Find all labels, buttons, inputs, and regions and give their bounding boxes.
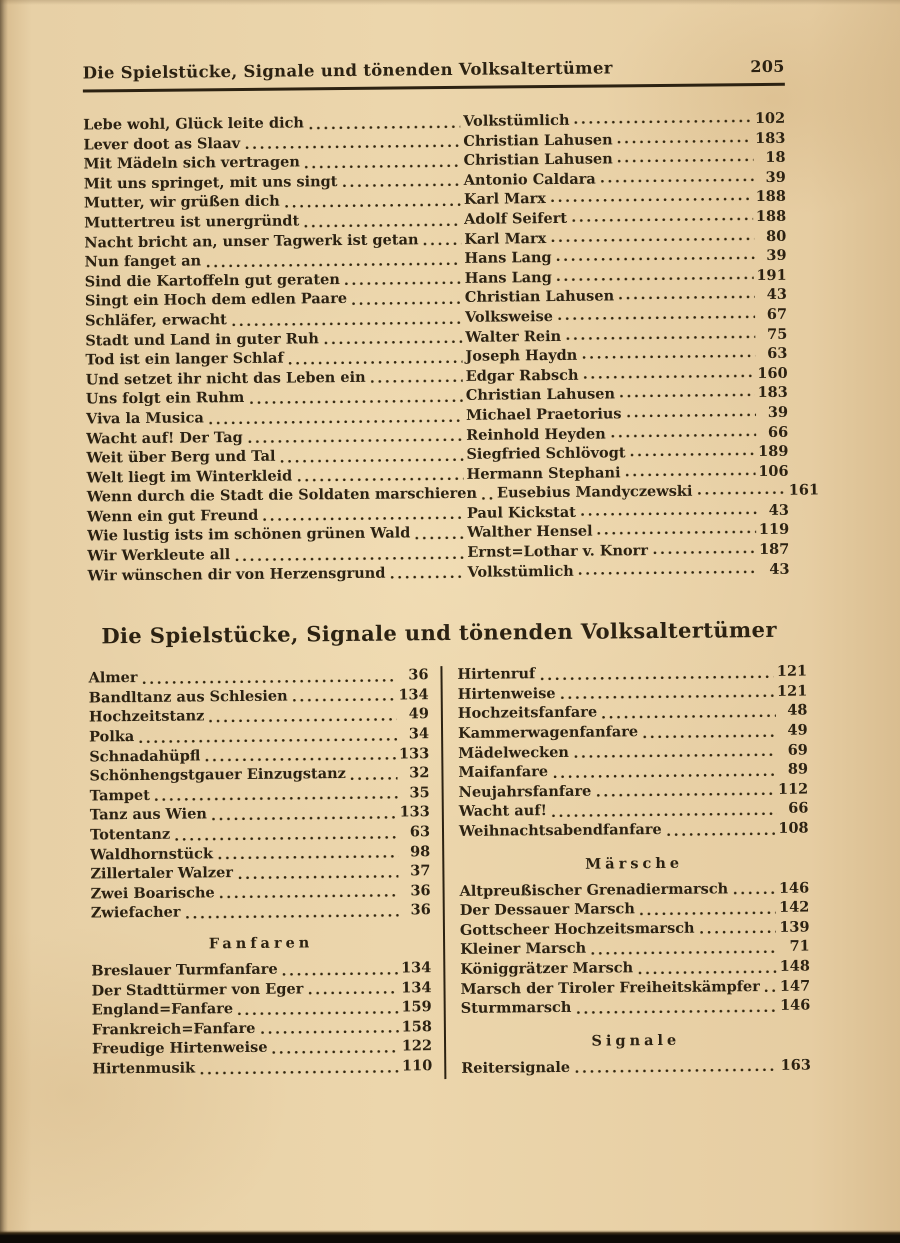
- maersche-list: [460, 879, 811, 1020]
- dot-leader: [551, 197, 753, 203]
- page-ref: 18: [765, 148, 786, 167]
- page-ref: 36: [410, 881, 431, 900]
- piece-title: Hirtenmusik: [92, 1059, 196, 1078]
- dot-leader: [618, 139, 753, 144]
- running-header-title: Die Spielstücke, Signale und tönenden Volksaltertümer: [82, 58, 613, 83]
- composer-cell: [467, 502, 789, 522]
- song-title: Muttertreu ist unergründt: [84, 212, 300, 232]
- song-index-list: [83, 109, 820, 587]
- composer-cell: [467, 560, 789, 580]
- page-ref: 122: [401, 1037, 433, 1055]
- fanfaren-list: [91, 959, 432, 1080]
- piece-title: Hirtenruf: [457, 665, 536, 684]
- dot-leader: [700, 930, 777, 935]
- song-title: Wenn ein gut Freund: [86, 506, 259, 526]
- page-ref: 134: [398, 686, 429, 704]
- piece-title: Gottscheer Hochzeitsmarsch: [459, 919, 695, 939]
- page-ref: 39: [767, 403, 789, 421]
- dot-leader: [611, 433, 757, 438]
- composer-name: Adolf Seifert: [464, 209, 568, 228]
- page-ref: 39: [765, 168, 786, 186]
- page-ref: 121: [776, 682, 808, 700]
- composer-name: Siegfried Schlövogt: [466, 444, 626, 463]
- composer-name: Karl Marx: [463, 190, 546, 209]
- piece-title: Zillertaler Walzer: [90, 864, 233, 883]
- page-ref: 48: [787, 702, 808, 720]
- composer-name: Volksweise: [464, 307, 554, 326]
- list-item: [461, 997, 811, 1020]
- piece-title: Schnadahüpfl: [89, 747, 201, 766]
- page-ref: 67: [766, 305, 788, 323]
- song-title: Lebe wohl, Glück leite dich: [83, 114, 305, 134]
- song-title: Tod ist ein langer Schlaf: [85, 349, 284, 369]
- song-title: Lever doot as Slaav: [83, 134, 241, 154]
- page-ref: 32: [409, 764, 430, 782]
- page-ref: 160: [757, 364, 788, 382]
- dot-leader: [209, 418, 463, 424]
- dot-leader: [640, 911, 776, 916]
- right-column-main-list: [457, 663, 808, 843]
- piece-title: Polka: [89, 728, 135, 746]
- page-ref: 69: [787, 741, 808, 759]
- composer-name: Edgar Rabsch: [465, 366, 579, 385]
- page-ref: 147: [779, 977, 811, 995]
- dot-leader: [415, 536, 464, 540]
- dot-leader: [584, 374, 755, 380]
- page-ref: 49: [408, 705, 429, 723]
- page-ref: 43: [769, 560, 790, 578]
- dot-leader: [273, 1049, 399, 1054]
- scan-bottom-edge-shadow: [0, 1230, 900, 1243]
- list-item: [461, 1056, 811, 1079]
- dot-leader: [289, 360, 463, 366]
- piece-title: Totentanz: [89, 825, 171, 844]
- page-ref: 110: [401, 1057, 433, 1075]
- dot-leader: [581, 511, 757, 517]
- piece-title: Tampet: [89, 786, 150, 805]
- composer-cell: [465, 267, 787, 287]
- song-title: Nacht bricht an, unser Tagwerk ist getan: [84, 230, 419, 252]
- song-title: Wacht auf! Der Tag: [86, 428, 243, 447]
- dot-leader: [643, 734, 776, 739]
- song-title: Welt liegt im Winterkleid: [86, 467, 293, 487]
- composer-name: Christian Lahusen: [465, 385, 616, 405]
- page-ref: 158: [401, 1017, 432, 1036]
- composer-cell: [466, 404, 788, 424]
- dot-leader: [293, 698, 396, 703]
- dot-leader: [576, 1009, 777, 1015]
- composer-cell: [497, 482, 819, 502]
- page-ref: 183: [755, 129, 786, 147]
- dot-leader: [619, 295, 755, 300]
- piece-title: Frankreich=Fanfare: [91, 1019, 256, 1039]
- dot-leader: [557, 256, 755, 262]
- dot-leader: [482, 496, 494, 500]
- page-ref: 187: [758, 540, 790, 559]
- dot-leader: [602, 714, 775, 720]
- page-ref: 43: [768, 501, 790, 519]
- composer-name: Walther Hensel: [467, 523, 593, 542]
- song-title: Singt ein Hoch dem edlen Paare: [84, 290, 348, 310]
- page-ref: 134: [401, 978, 432, 997]
- piece-title: Königgrätzer Marsch: [460, 959, 634, 978]
- piece-title: Hochzeitsfanfare: [457, 704, 598, 723]
- page-ref: 80: [766, 227, 787, 245]
- page-ref: 108: [778, 819, 809, 837]
- composer-name: Antonio Caldara: [463, 170, 596, 189]
- piece-title: Hirtenweise: [457, 684, 556, 703]
- page-ref: 191: [756, 266, 787, 284]
- composer-cell: [466, 443, 788, 463]
- composer-cell: [464, 247, 786, 267]
- piece-title: Maifanfare: [458, 763, 549, 782]
- scan-top-edge-shadow: [0, 0, 900, 5]
- page-ref: 112: [777, 780, 809, 798]
- dot-leader: [667, 831, 776, 836]
- dot-leader: [238, 1010, 398, 1016]
- dot-leader: [185, 913, 398, 919]
- dot-leader: [206, 262, 461, 268]
- dot-leader: [200, 1069, 399, 1075]
- piece-title: Altpreußischer Grenadiermarsch: [459, 879, 729, 900]
- composer-name: Karl Marx: [464, 229, 547, 248]
- dot-leader: [297, 477, 463, 483]
- piece-title: Neujahrsfanfare: [458, 782, 592, 801]
- piece-title: Kammerwagenfanfare: [457, 723, 639, 742]
- song-title: Uns folgt ein Ruhm: [85, 389, 245, 408]
- dot-leader: [218, 855, 398, 861]
- dot-leader: [390, 575, 464, 580]
- page-ref: 89: [787, 760, 809, 778]
- scan-left-edge-shadow: [0, 0, 8, 1243]
- song-title: Schläfer, erwacht: [85, 311, 227, 330]
- dot-leader: [733, 891, 776, 895]
- piece-title: Zwei Boarische: [90, 884, 215, 903]
- song-title: Weit über Berg und Tal: [86, 447, 276, 467]
- page-ref: 66: [767, 423, 789, 441]
- dot-leader: [561, 694, 774, 700]
- left-column-main-list: [88, 666, 430, 924]
- dot-leader: [627, 413, 757, 418]
- composer-cell: [464, 169, 786, 189]
- dot-leader: [579, 570, 758, 576]
- dot-leader: [598, 531, 756, 537]
- page-ref: 37: [410, 862, 431, 880]
- subsection-heading-fanfaren: Fanfaren: [208, 934, 314, 953]
- song-title: Mit Mädeln sich vertragen: [83, 153, 300, 173]
- list-item: [92, 1057, 432, 1080]
- piece-title: Freudige Hirtenweise: [92, 1039, 268, 1058]
- subsection-heading-signale: Signale: [591, 1031, 681, 1050]
- page-ref: 63: [409, 823, 431, 841]
- song-title: Viva la Musica: [85, 409, 204, 428]
- dot-leader: [574, 119, 751, 125]
- dot-leader: [155, 796, 398, 802]
- composer-cell: [465, 345, 787, 365]
- composer-name: Walter Rein: [465, 327, 562, 346]
- piece-title: Weihnachtsabendfanfare: [458, 820, 662, 840]
- page-ref: 133: [399, 803, 430, 821]
- dot-leader: [143, 678, 397, 684]
- dot-leader: [343, 183, 461, 188]
- page-ref: 146: [778, 879, 810, 897]
- piece-title: Marsch der Tiroler Freiheitskämpfer: [460, 977, 760, 998]
- composer-name: Hermann Stephani: [466, 464, 621, 483]
- composer-cell: [466, 364, 788, 384]
- song-title: Wie lustig ists im schönen grünen Wald: [87, 524, 411, 545]
- composer-name: Christian Lahusen: [464, 287, 615, 307]
- composer-cell: [465, 286, 787, 306]
- page-ref: 36: [410, 901, 431, 919]
- composer-cell: [467, 541, 789, 561]
- page-ref: 163: [780, 1056, 811, 1074]
- list-item: [459, 820, 809, 843]
- composer-name: Eusebius Mandyczewski: [496, 482, 693, 502]
- page-ref: 35: [409, 784, 430, 802]
- page-ref: 36: [408, 666, 429, 684]
- page-ref: 98: [409, 842, 431, 860]
- piece-title: Waldhornstück: [90, 844, 214, 864]
- dot-leader: [308, 991, 398, 996]
- song-title: Wir Werkleute all: [87, 546, 231, 565]
- composer-cell: [465, 325, 787, 345]
- two-column-index: [88, 662, 811, 1083]
- composer-cell: [466, 423, 788, 443]
- page-ref: 75: [766, 325, 788, 343]
- composer-cell: [467, 521, 789, 541]
- page-ref: 161: [788, 481, 820, 500]
- dot-leader: [283, 971, 398, 976]
- composer-cell: [463, 149, 785, 169]
- left-column: [88, 666, 444, 1082]
- piece-title: Tanz aus Wien: [89, 805, 207, 824]
- dot-leader: [574, 753, 776, 759]
- composer-name: Volkstümlich: [463, 111, 570, 130]
- dot-leader: [238, 874, 399, 880]
- song-title: Nun fanget an: [84, 252, 202, 271]
- composer-cell: [466, 384, 788, 404]
- piece-title: Breslauer Turmfanfare: [91, 960, 278, 980]
- dot-leader: [351, 776, 398, 780]
- dot-leader: [540, 675, 774, 681]
- composer-name: Hans Lang: [464, 268, 552, 287]
- page-ref: 119: [758, 521, 790, 539]
- composer-cell: [467, 462, 789, 482]
- dot-leader: [260, 1030, 398, 1035]
- page-ref: 34: [408, 725, 430, 743]
- dot-leader: [309, 124, 460, 129]
- dot-leader: [285, 203, 461, 209]
- composer-name: Michael Praetorius: [465, 405, 622, 424]
- piece-title: Mädelwecken: [458, 743, 570, 762]
- dot-leader: [552, 812, 777, 818]
- page-ref: 159: [401, 998, 432, 1016]
- dot-leader: [245, 144, 460, 150]
- dot-leader: [352, 301, 462, 306]
- page-ref: 106: [758, 462, 789, 480]
- song-title: Sind die Kartoffeln gut geraten: [84, 270, 340, 291]
- piece-title: Schönhengstgauer Einzugstanz: [89, 765, 346, 785]
- dot-leader: [626, 472, 756, 477]
- piece-title: Der Stadttürmer von Eger: [91, 979, 304, 1000]
- composer-cell: [465, 306, 787, 326]
- page-ref: 188: [755, 188, 787, 206]
- composer-name: Ernst=Lothar v. Knorr: [467, 542, 649, 561]
- composer-name: Volkstümlich: [467, 562, 574, 581]
- dot-leader: [280, 458, 463, 464]
- dot-leader: [371, 379, 463, 384]
- composer-name: Reinhold Heyden: [466, 424, 606, 444]
- composer-cell: [463, 110, 785, 130]
- right-column: [440, 663, 811, 1080]
- signale-list: [461, 1056, 811, 1079]
- piece-title: Zwiefacher: [90, 903, 181, 922]
- dot-leader: [653, 550, 756, 555]
- composer-cell: [464, 188, 786, 208]
- dot-leader: [205, 757, 396, 763]
- dot-leader: [305, 164, 461, 169]
- dot-leader: [697, 491, 785, 496]
- dot-leader: [304, 222, 461, 228]
- dot-leader: [212, 816, 397, 822]
- page-ref: 183: [757, 384, 788, 402]
- subsection-heading-maersche: Märsche: [585, 854, 684, 873]
- page-ref: 142: [779, 898, 810, 917]
- running-header: [83, 57, 785, 93]
- page-ref: 39: [766, 246, 787, 265]
- composer-name: Christian Lahusen: [463, 150, 613, 170]
- page-ref: 133: [398, 744, 430, 763]
- piece-title: Hochzeitstanz: [88, 707, 205, 726]
- dot-leader: [175, 835, 398, 841]
- song-title: Mutter, wir grüßen dich: [83, 192, 280, 212]
- list-item: [91, 902, 431, 925]
- dot-leader: [424, 242, 462, 246]
- dot-leader: [558, 315, 755, 321]
- page-ref: 188: [755, 207, 787, 226]
- page-ref: 121: [776, 662, 808, 681]
- dot-leader: [618, 158, 754, 163]
- dot-leader: [582, 354, 755, 360]
- piece-title: Almer: [88, 669, 138, 687]
- section-title: Die Spielstücke, Signale und tönenden Volksaltertümer: [101, 617, 777, 649]
- dot-leader: [631, 452, 756, 457]
- piece-title: Reitersignale: [461, 1058, 571, 1077]
- dot-leader: [220, 894, 399, 900]
- page-ref: 49: [787, 721, 808, 739]
- piece-title: Wacht auf!: [458, 802, 547, 821]
- dot-leader: [591, 950, 778, 956]
- dot-leader: [249, 399, 463, 405]
- page-ref: 148: [779, 957, 811, 975]
- composer-cell: [464, 227, 786, 247]
- dot-leader: [235, 556, 464, 562]
- dot-leader: [209, 718, 397, 724]
- composer-name: Hans Lang: [464, 249, 552, 267]
- dot-leader: [566, 335, 755, 341]
- composer-name: Paul Kickstat: [466, 503, 576, 522]
- dot-leader: [263, 516, 464, 522]
- song-title: Mit uns springet, mit uns singt: [83, 172, 338, 193]
- page-ref: 63: [767, 344, 788, 363]
- dot-leader: [638, 969, 777, 974]
- dot-leader: [248, 438, 463, 444]
- page-ref: 134: [400, 959, 432, 977]
- page-ref: 189: [758, 442, 789, 461]
- composer-cell: [463, 129, 785, 149]
- piece-title: Der Dessauer Marsch: [459, 900, 635, 920]
- song-title: Stadt und Land in guter Ruh: [85, 329, 319, 350]
- page-number: 205: [750, 56, 785, 77]
- dot-leader: [601, 178, 754, 183]
- page-ref: 66: [788, 799, 809, 818]
- song-title: Und setzet ihr nicht das Leben ein: [85, 368, 366, 389]
- piece-title: Bandltanz aus Schlesien: [88, 687, 288, 707]
- piece-title: England=Fanfare: [91, 1000, 234, 1019]
- dot-leader: [596, 792, 775, 798]
- dot-leader: [324, 340, 462, 345]
- dot-leader: [572, 217, 753, 223]
- dot-leader: [557, 276, 754, 282]
- dot-leader: [551, 237, 754, 243]
- dot-leader: [139, 737, 397, 743]
- dot-leader: [232, 320, 462, 326]
- piece-title: Sturmmarsch: [460, 999, 572, 1018]
- page-ref: 139: [779, 918, 810, 936]
- page-ref: 43: [766, 286, 787, 304]
- page-ref: 71: [789, 937, 810, 956]
- dot-leader: [620, 393, 755, 398]
- dot-leader: [553, 773, 776, 779]
- dot-leader: [345, 281, 462, 286]
- song-title: Wir wünschen dir von Herzensgrund: [87, 564, 386, 585]
- song-title: Wenn durch die Stadt die Soldaten marschieren: [86, 485, 478, 506]
- composer-name: Christian Lahusen: [463, 131, 613, 150]
- dot-leader: [765, 989, 777, 993]
- composer-cell: [464, 208, 786, 228]
- page-ref: 146: [779, 996, 811, 1015]
- composer-name: Joseph Haydn: [465, 346, 578, 365]
- dot-leader: [575, 1068, 778, 1074]
- page-ref: 102: [754, 109, 786, 128]
- piece-title: Kleiner Marsch: [460, 940, 587, 959]
